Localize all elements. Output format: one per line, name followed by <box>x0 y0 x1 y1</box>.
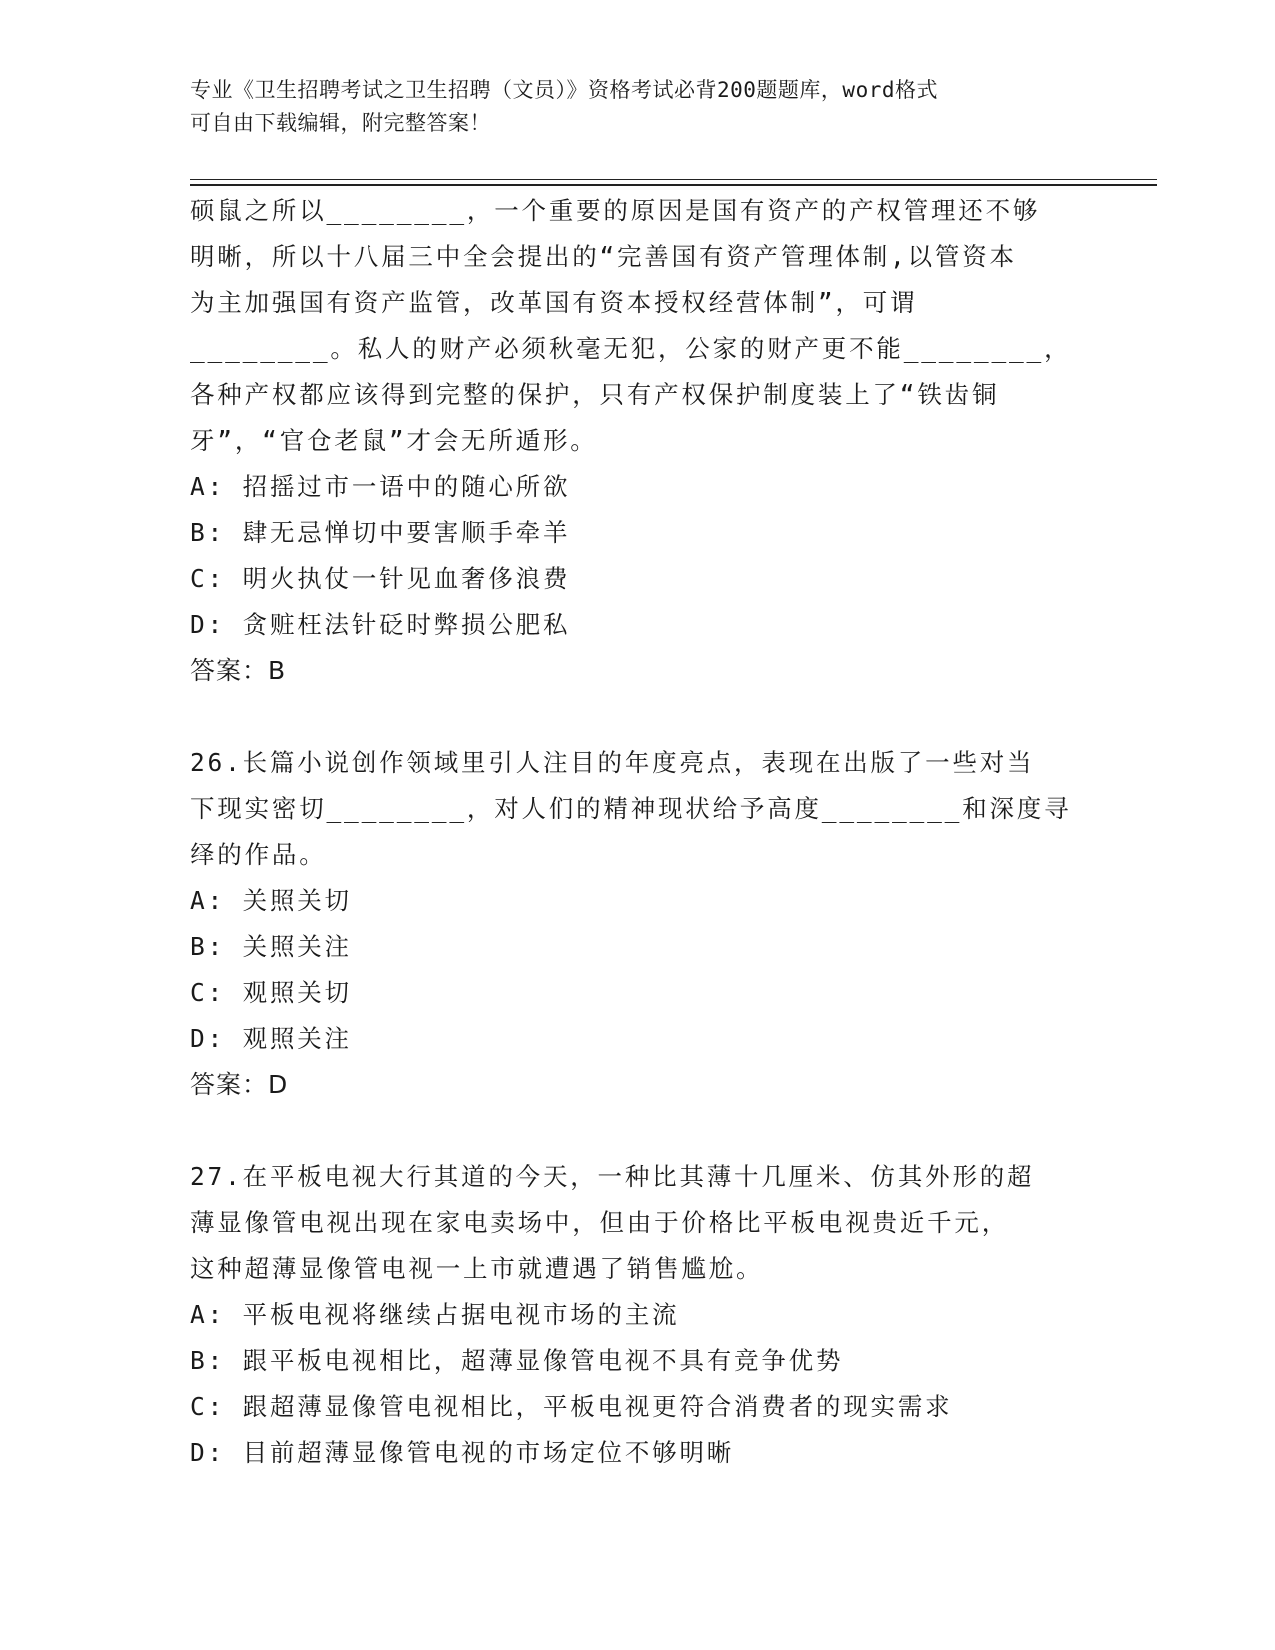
header-title-line: 专业《卫生招聘考试之卫生招聘（文员）》资格考试必背200题题库，word格式 <box>190 78 938 102</box>
question-stem-line: 牙”，“官仓老鼠”才会无所遁形。 <box>190 426 598 455</box>
question-stem-line: 绎的作品。 <box>190 840 327 869</box>
option-d: D: 观照关注 <box>190 1024 352 1053</box>
header-divider-thick <box>190 184 1157 186</box>
question-stem-line: 这种超薄显像管电视一上市就遭遇了销售尴尬。 <box>190 1254 764 1283</box>
question-stem-line: 薄显像管电视出现在家电卖场中，但由于价格比平板电视贵近千元， <box>190 1208 1009 1237</box>
option-b: B: 关照关注 <box>190 932 352 961</box>
option-c: C: 跟超薄显像管电视相比，平板电视更符合消费者的现实需求 <box>190 1392 953 1421</box>
option-b: B: 肆无忌惮切中要害顺手牵羊 <box>190 518 571 547</box>
option-d: D: 贪赃枉法针砭时弊损公肥私 <box>190 610 571 639</box>
option-c: C: 明火执仗一针见血奢侈浪费 <box>190 564 571 593</box>
question-27 <box>190 1154 1090 1476</box>
question-25 <box>190 188 1090 694</box>
question-stem-line: ________。私人的财产必须秋毫无犯，公家的财产更不能________， <box>190 334 1072 363</box>
answer-key: 答案：D <box>190 1070 289 1099</box>
question-26 <box>190 740 1090 1108</box>
option-a: A: 平板电视将继续占据电视市场的主流 <box>190 1300 680 1329</box>
header-subtitle-line: 可自由下载编辑，附完整答案！ <box>190 111 491 135</box>
question-spacer <box>190 1108 1090 1154</box>
question-stem-line: 明晰，所以十八届三中全会提出的“完善国有资产管理体制,以管资本 <box>190 242 1017 271</box>
header-divider-thin <box>190 179 1157 180</box>
question-stem-line: 各种产权都应该得到完整的保护，只有产权保护制度装上了“铁齿铜 <box>190 380 1000 409</box>
option-b: B: 跟平板电视相比，超薄显像管电视不具有竞争优势 <box>190 1346 844 1375</box>
option-c: C: 观照关切 <box>190 978 352 1007</box>
option-d: D: 目前超薄显像管电视的市场定位不够明晰 <box>190 1438 735 1467</box>
option-a: A: 关照关切 <box>190 886 352 915</box>
question-stem-line: 26.长篇小说创作领域里引人注目的年度亮点，表现在出版了一些对当 <box>190 748 1035 777</box>
question-stem-line: 为主加强国有资产监管，改革国有资本授权经营体制”，可谓 <box>190 288 918 317</box>
question-stem-line: 硕鼠之所以________，一个重要的原因是国有资产的产权管理还不够 <box>190 196 1041 225</box>
answer-key: 答案：B <box>190 656 287 685</box>
question-stem-line: 下现实密切________，对人们的精神现状给予高度________和深度寻 <box>190 794 1072 823</box>
option-a: A: 招摇过市一语中的随心所欲 <box>190 472 571 501</box>
question-spacer <box>190 694 1090 740</box>
question-content <box>190 188 1090 1476</box>
question-stem-line: 27.在平板电视大行其道的今天，一种比其薄十几厘米、仿其外形的超 <box>190 1162 1035 1191</box>
document-header <box>190 74 1070 140</box>
